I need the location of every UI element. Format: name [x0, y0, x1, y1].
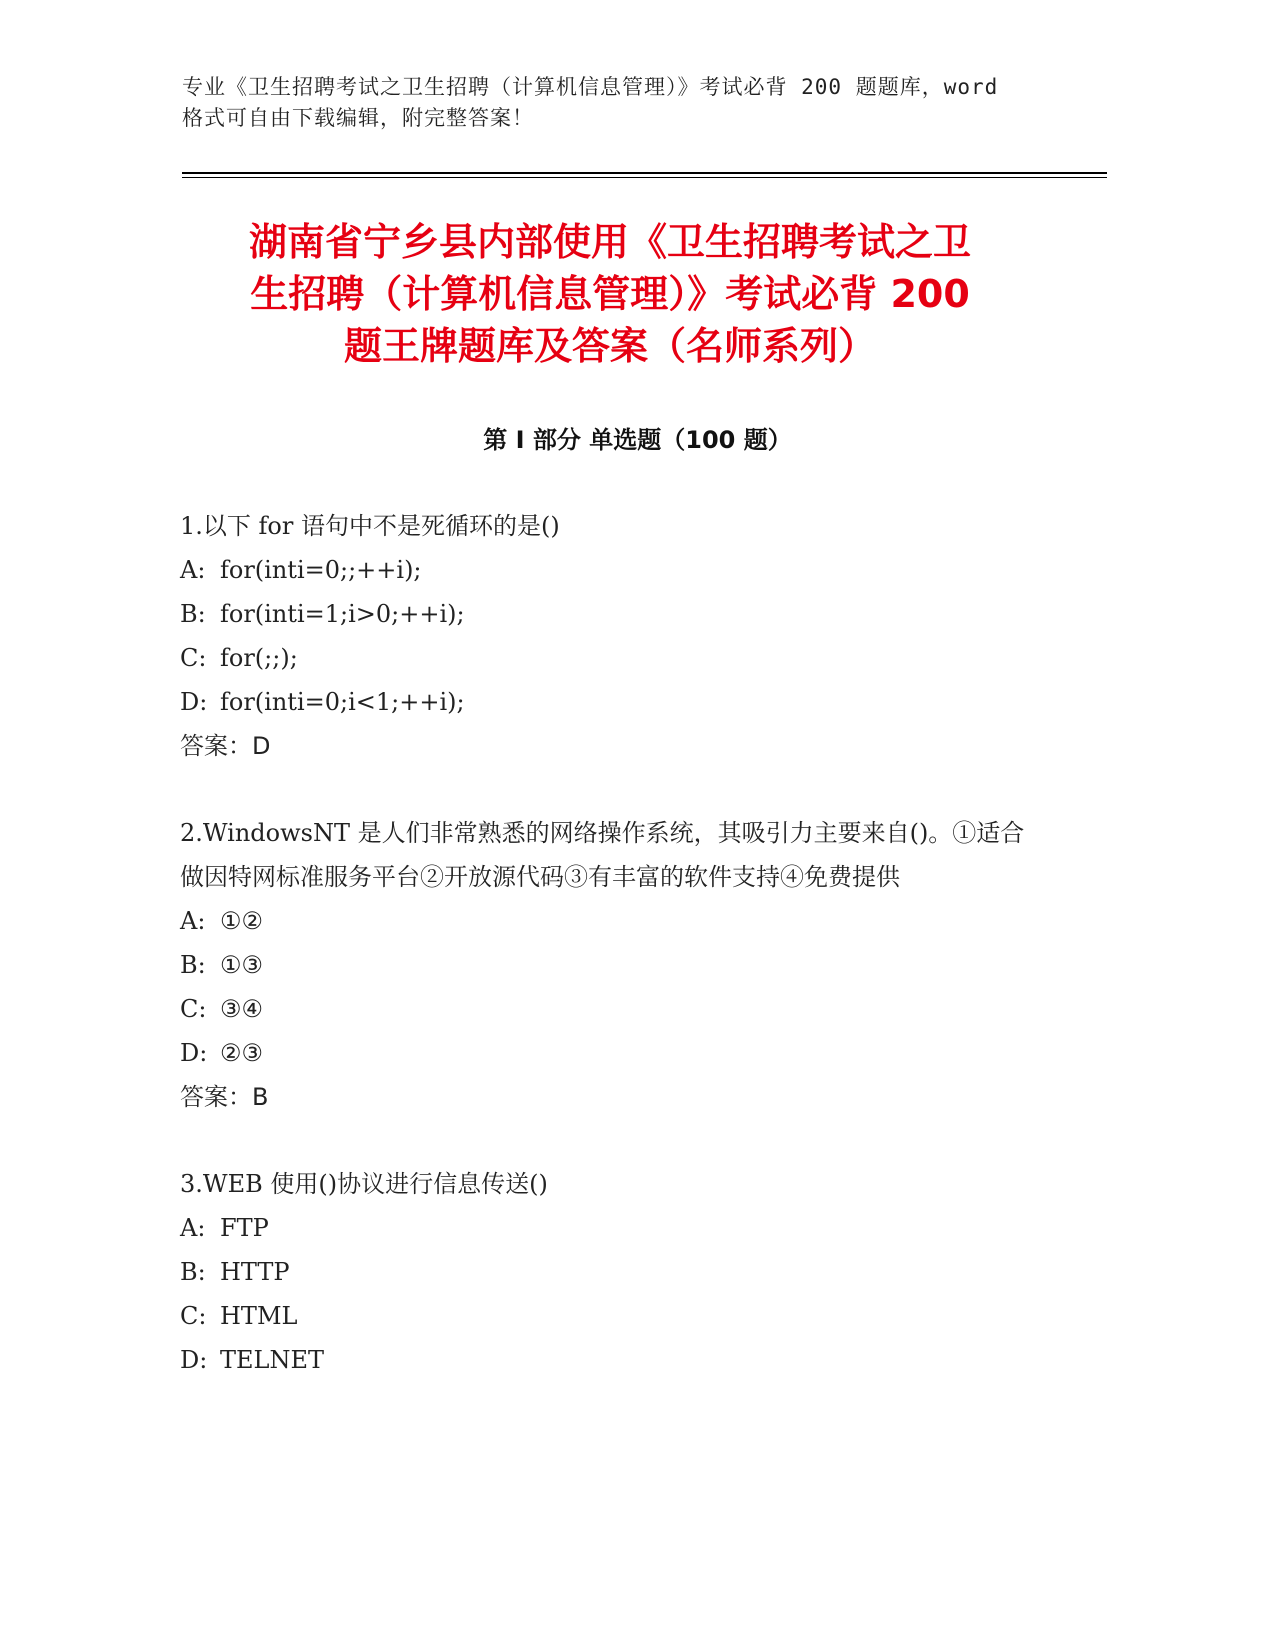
option-b [180, 1250, 1040, 1294]
option-d [180, 1338, 1040, 1382]
title-line-3: 题王牌题库及答案（名师系列） [343, 324, 876, 368]
option-a [180, 899, 1040, 943]
title-line-2: 生招聘（计算机信息管理）》考试必背 200 [250, 272, 970, 316]
option-key: C: [180, 644, 207, 672]
header-line-1: 专业《卫生招聘考试之卫生招聘（计算机信息管理）》考试必背 200 题题库，word [182, 75, 999, 99]
option-key: B: [180, 1258, 206, 1286]
option-text: ①③ [220, 951, 264, 979]
option-a [180, 1206, 1040, 1250]
option-key: D: [180, 688, 208, 716]
option-key: A: [180, 1214, 206, 1242]
option-b [180, 592, 1040, 636]
option-key: C: [180, 1302, 207, 1330]
option-c [180, 987, 1040, 1031]
option-text: for(inti=0;i<1;++i); [220, 688, 465, 716]
option-key: A: [180, 907, 206, 935]
question-stem: 3.WEB 使用()协议进行信息传送() [180, 1170, 548, 1198]
header-divider-thin [182, 177, 1107, 178]
option-d [180, 1031, 1040, 1075]
option-key: C: [180, 995, 207, 1023]
option-text: ②③ [220, 1039, 264, 1067]
title-line-1: 湖南省宁乡县内部使用《卫生招聘考试之卫 [248, 220, 971, 264]
option-text: HTTP [220, 1258, 290, 1286]
option-d [180, 680, 1040, 724]
option-b [180, 943, 1040, 987]
option-text: for(inti=1;i>0;++i); [220, 600, 465, 628]
answer-label: 答案：D [180, 732, 271, 760]
option-text: HTML [220, 1302, 298, 1330]
question-stem: 1.以下 for 语句中不是死循环的是() [180, 512, 560, 540]
option-c [180, 636, 1040, 680]
option-text: for(;;); [220, 644, 298, 672]
section-heading: 第 I 部分 单选题（100 题） [483, 426, 792, 454]
document-title [160, 216, 1060, 372]
option-text: ①② [220, 907, 264, 935]
option-key: B: [180, 951, 206, 979]
option-key: D: [180, 1346, 208, 1374]
option-key: D: [180, 1039, 208, 1067]
question-stem: 2.WindowsNT 是人们非常熟悉的网络操作系统，其吸引力主要来自()。①适合做因特网标准服务平台②开放源代码③有丰富的软件支持④免费提供 [180, 819, 1025, 891]
option-text: FTP [220, 1214, 269, 1242]
answer-label: 答案：B [180, 1083, 269, 1111]
header-line-2: 格式可自由下载编辑，附完整答案！ [182, 106, 534, 130]
option-key: B: [180, 600, 206, 628]
question-3 [180, 1162, 1040, 1382]
header-divider-thick [182, 172, 1107, 174]
option-key: A: [180, 556, 206, 584]
question-1 [180, 504, 1040, 768]
option-a [180, 548, 1040, 592]
question-list [180, 504, 1040, 1425]
option-c [180, 1294, 1040, 1338]
page-header [182, 72, 1062, 134]
question-2 [180, 811, 1040, 1119]
option-text: for(inti=0;;++i); [220, 556, 422, 584]
option-text: ③④ [220, 995, 264, 1023]
option-text: TELNET [220, 1346, 324, 1374]
